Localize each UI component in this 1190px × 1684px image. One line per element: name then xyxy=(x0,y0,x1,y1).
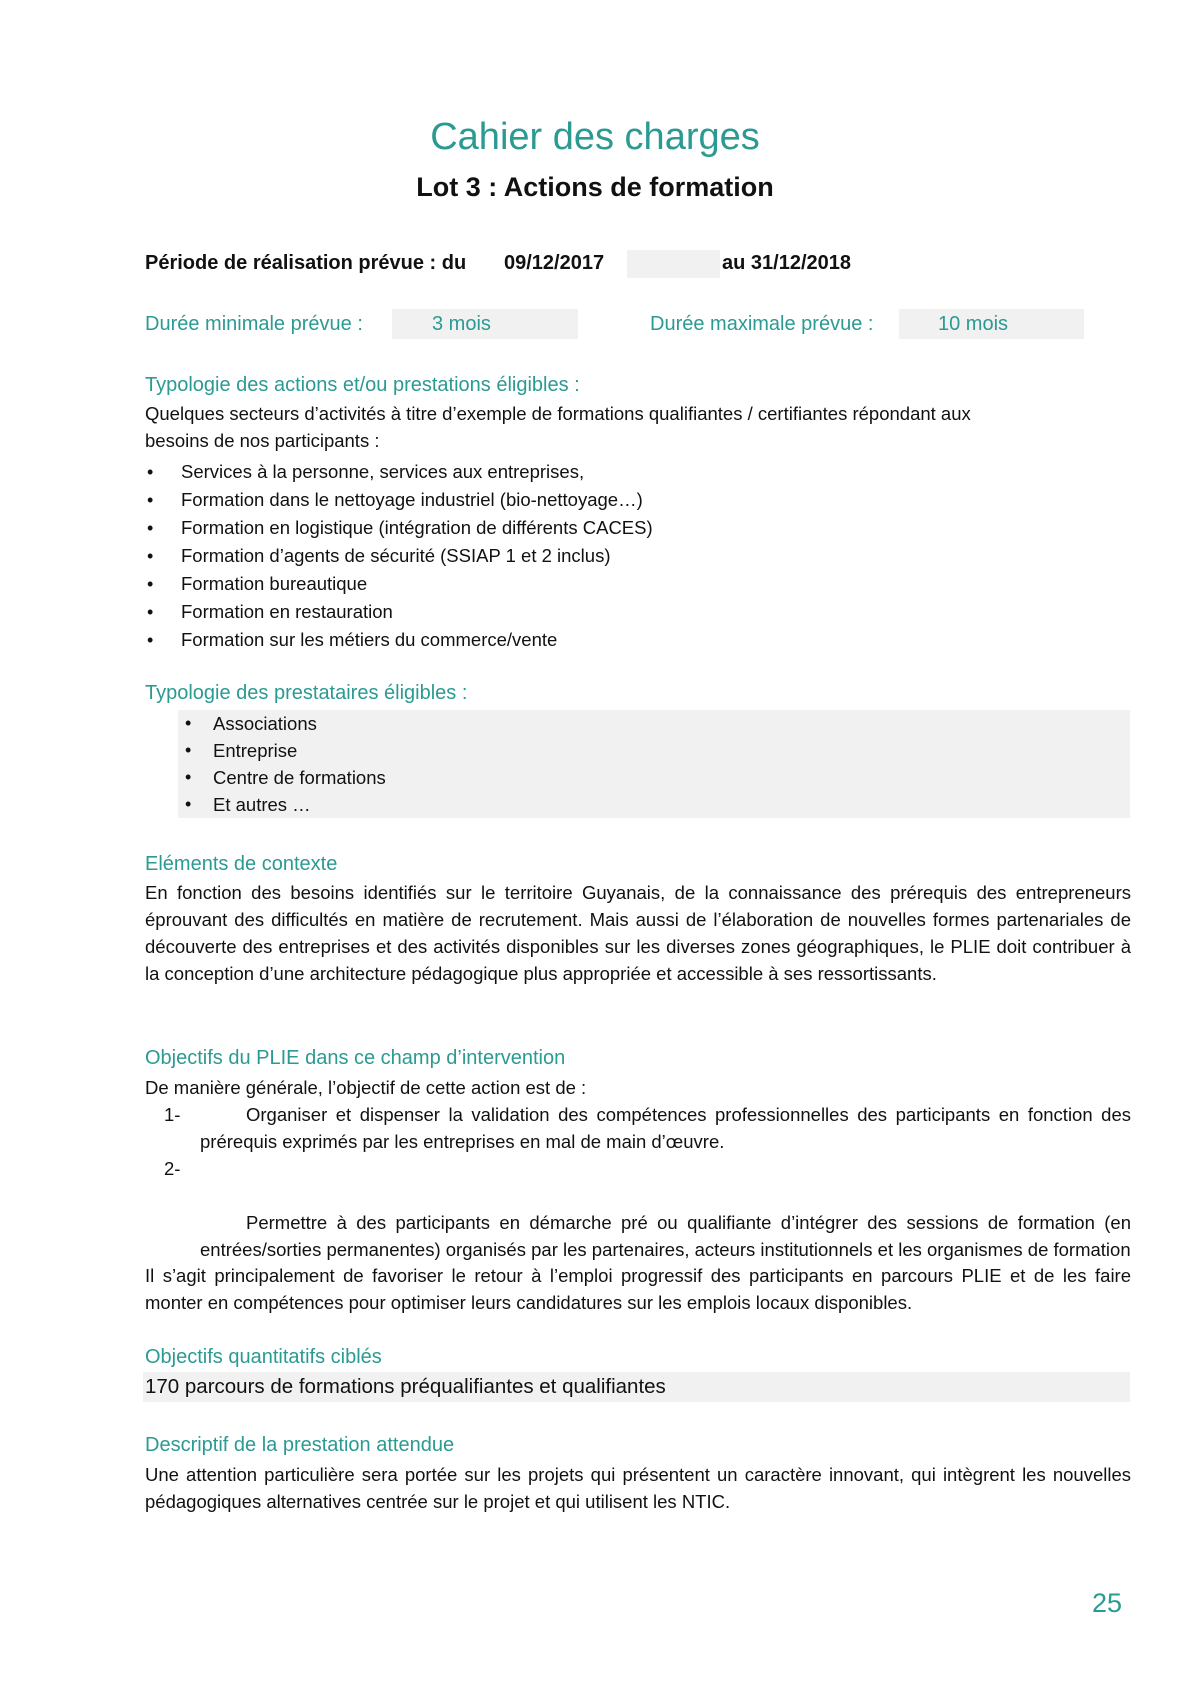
objectifs-intro: De manière générale, l’objectif de cette action est de : xyxy=(145,1077,587,1098)
objectif-item-text: Permettre à des participants en démarche pré ou qualifiante d’intégrer des sessions de formation (en entrées/sorties permanentes) organisés par les partenaires, acteurs institutionnels et les organismes de formation xyxy=(200,1212,1131,1260)
descriptif-text: Une attention particulière sera portée sur les projets qui présentent un caractère innovant, qui intègrent les nouvelles pédagogiques alternatives centrée sur le projet et qui utilisent les NTIC. xyxy=(145,1464,1131,1512)
objectif-item-2 xyxy=(200,1209,1131,1263)
contexte-heading: Eléments de contexte xyxy=(145,853,338,875)
typologie-actions-list xyxy=(145,458,1045,654)
bullet-icon: • xyxy=(185,767,192,787)
bullet-icon: • xyxy=(147,602,154,622)
typologie-prestataires-heading: Typologie des prestataires éligibles : xyxy=(145,682,468,704)
page-number: 25 xyxy=(1092,1588,1123,1618)
list-item-text: Formation d’agents de sécurité (SSIAP 1 et 2 inclus) xyxy=(181,545,611,566)
list-item xyxy=(145,542,1045,570)
periode-end-date: au 31/12/2018 xyxy=(722,252,851,274)
bullet-icon: • xyxy=(147,518,154,538)
periode-start-date: 09/12/2017 xyxy=(504,252,605,274)
objectif-item-number: 2- xyxy=(164,1158,181,1179)
list-item xyxy=(183,710,1083,737)
contexte-text: En fonction des besoins identifiés sur le territoire Guyanais, de la connaissance des prérequis des entrepreneurs éprouvant des difficultés en matière de recrutement. Mais aussi de l’élaboration de nouvelles formes partenariales de découverte des entreprises et des activités disponibles sur les diverses zones géographiques, le PLIE doit contribuer à la conception d’une architecture pédagogique plus appropriée et accessible à ses ressortissants. xyxy=(145,882,1131,984)
objectif-item-number: 1- xyxy=(164,1104,181,1125)
typologie-actions-intro-1: Quelques secteurs d’activités à titre d’exemple de formations qualifiantes / certifiantes répondant aux xyxy=(145,403,971,424)
bullet-icon: • xyxy=(185,794,192,814)
list-item xyxy=(145,514,1045,542)
list-item-text: Formation dans le nettoyage industriel (bio-nettoyage…) xyxy=(181,489,643,510)
duree-max-value: 10 mois xyxy=(899,309,1084,339)
list-item xyxy=(145,598,1045,626)
list-item-text: Formation sur les métiers du commerce/vente xyxy=(181,629,558,650)
list-item-text: Et autres … xyxy=(213,794,311,815)
bullet-icon: • xyxy=(147,462,154,482)
list-item-text: Formation bureautique xyxy=(181,573,368,594)
bullet-icon: • xyxy=(185,713,192,733)
list-item-text: Formation en logistique (intégration de différents CACES) xyxy=(181,517,653,538)
duree-min-value: 3 mois xyxy=(392,309,578,339)
periode-blank-field xyxy=(627,250,720,278)
list-item-text: Entreprise xyxy=(213,740,298,761)
typologie-actions-intro-2: besoins de nos participants : xyxy=(145,430,380,451)
bullet-icon: • xyxy=(147,546,154,566)
list-item xyxy=(183,737,1083,764)
bullet-icon: • xyxy=(147,574,154,594)
list-item xyxy=(145,486,1045,514)
document-title: Cahier des charges xyxy=(430,116,760,158)
list-item-text: Centre de formations xyxy=(213,767,386,788)
descriptif-heading: Descriptif de la prestation attendue xyxy=(145,1434,455,1456)
list-item xyxy=(145,570,1045,598)
typologie-prestataires-list xyxy=(183,710,1083,818)
objectifs-conclusion: Il s’agit principalement de favoriser le retour à l’emploi progressif des participants en parcours PLIE et de les faire monter en compétences pour optimiser leurs candidatures sur les emplois locaux disponibles. xyxy=(145,1265,1131,1313)
document-subtitle: Lot 3 : Actions de formation xyxy=(416,172,774,202)
bullet-icon: • xyxy=(147,490,154,510)
objectifs-heading: Objectifs du PLIE dans ce champ d’intervention xyxy=(145,1047,566,1069)
list-item-text: Services à la personne, services aux entreprises, xyxy=(181,461,585,482)
list-item xyxy=(183,791,1083,818)
bullet-icon: • xyxy=(147,630,154,650)
duree-max-label: Durée maximale prévue : xyxy=(650,313,874,335)
list-item-text: Associations xyxy=(213,713,317,734)
objectif-item-1 xyxy=(200,1101,1131,1155)
quantitatifs-value: 170 parcours de formations préqualifiantes et qualifiantes xyxy=(143,1372,1130,1402)
list-item xyxy=(145,458,1045,486)
quantitatifs-heading: Objectifs quantitatifs ciblés xyxy=(145,1346,382,1368)
periode-label: Période de réalisation prévue : du xyxy=(145,252,467,274)
duree-min-label: Durée minimale prévue : xyxy=(145,313,363,335)
list-item xyxy=(145,626,1045,654)
objectif-item-text: Organiser et dispenser la validation des compétences professionnelles des participants en fonction des prérequis exprimés par les entreprises en mal de main d’œuvre. xyxy=(200,1104,1131,1152)
list-item-text: Formation en restauration xyxy=(181,601,393,622)
typologie-actions-heading: Typologie des actions et/ou prestations éligibles : xyxy=(145,374,580,396)
list-item xyxy=(183,764,1083,791)
bullet-icon: • xyxy=(185,740,192,760)
